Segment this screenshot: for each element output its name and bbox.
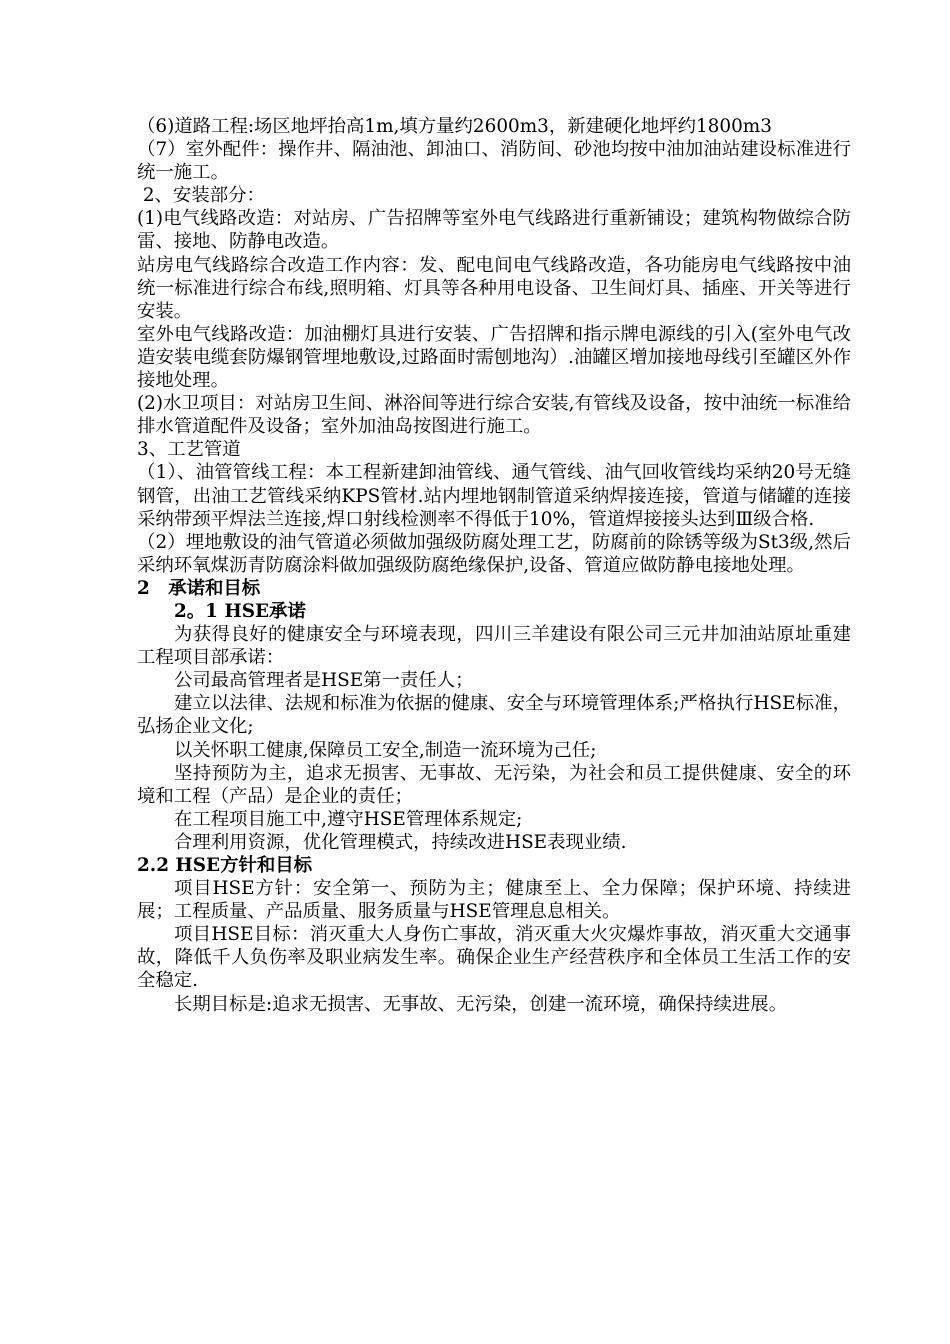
paragraph-electrical-retrofit: (1)电气线路改造：对站房、广告招牌等室外电气线路进行重新铺设；建筑构物做综合防雷、接地、防静电改造。 xyxy=(137,208,851,253)
paragraph-anticorrosion: （2）埋地敷设的油气管道必须做加强级防腐处理工艺，防腐前的除锈等级为St3级,然后采纳环氧煤沥青防腐涂料做加强级防腐绝缘保护,设备、管道应做防静电接地处理。 xyxy=(137,531,851,576)
section-2-1-heading: 2。1 HSE承诺 xyxy=(174,600,306,622)
paragraph-outdoor-fittings: （7）室外配件：操作井、隔油池、卸油口、消防间、砂池均按中油加油站建设标准进行统一施工。 xyxy=(137,139,851,184)
hse-commitment-item: 在工程项目施工中,遵守HSE管理体系规定; xyxy=(174,808,523,830)
paragraph-road-works: （6)道路工程:场区地坪抬高1m,填方量约2600m3，新建硬化地坪约1800m3 xyxy=(137,116,772,137)
hse-commitment-item: 公司最高管理者是HSE第一责任人； xyxy=(174,670,474,692)
hse-commitment-item: 以关怀职工健康,保障员工安全,制造一流环境为己任; xyxy=(174,739,597,761)
paragraph-plumbing: (2)水卫项目：对站房卫生间、淋浴间等进行综合安装,有管线及设备，按中油统一标准给排水管道配件及设备；室外加油岛按图进行施工。 xyxy=(137,393,851,438)
hse-objectives: 项目HSE目标：消灭重大人身伤亡事故，消灭重大火灾爆炸事故，消灭重大交通事故，降低千人负伤率及职业病发生率。确保企业生产经营秩序和全体员工生活工作的安全稳定. xyxy=(137,924,851,992)
section-2-heading: 2 承诺和目标 xyxy=(137,577,261,599)
hse-commitment-intro: 为获得良好的健康安全与环境表现，四川三羊建设有限公司三元井加油站原址重建工程项目部承诺： xyxy=(137,624,851,669)
section-2-2-heading: 2.2 HSE方针和目标 xyxy=(137,855,313,876)
paragraph-installation-heading: 2、安装部分： xyxy=(137,185,265,207)
hse-commitment-item: 建立以法律、法规和标准为依据的健康、安全与环境管理体系;严格执行HSE标准，弘扬企业文化; xyxy=(137,693,851,738)
paragraph-outdoor-electrical: 室外电气线路改造：加油棚灯具进行安装、广告招牌和指示牌电源线的引入(室外电气改造安装电缆套防爆钢管埋地敷设,过路面时需刨地沟）.油罐区增加接地母线引至罐区外作接地处理。 xyxy=(137,323,851,392)
paragraph-process-piping-heading: 3、工艺管道 xyxy=(137,439,241,461)
hse-commitment-item: 合理利用资源，优化管理模式，持续改进HSE表现业绩. xyxy=(174,831,627,853)
hse-commitment-item: 坚持预防为主，追求无损害、无事故、无污染，为社会和员工提供健康、安全的环境和工程（产品）是企业的责任； xyxy=(137,762,851,807)
hse-policy: 项目HSE方针：安全第一、预防为主；健康至上、全力保障；保护环境、持续进展；工程质量、产品质量、服务质量与HSE管理息息相关。 xyxy=(137,878,851,923)
paragraph-station-electrical: 站房电气线路综合改造工作内容：发、配电间电气线路改造，各功能房电气线路按中油统一标准进行综合布线,照明箱、灯具等各种用电设备、卫生间灯具、插座、开关等进行安装。 xyxy=(137,254,851,322)
paragraph-oil-pipeline: （1）、油管管线工程：本工程新建卸油管线、通气管线、油气回收管线均采纳20号无缝钢管，出油工艺管线采纳KPS管材.站内埋地钢制管道采纳焊接连接，管道与储罐的连接采纳带颈平焊法兰连接,焊口射线检测率不得低于10%，管道焊接接头达到Ⅲ级合格. xyxy=(137,462,851,530)
document-body xyxy=(137,115,851,1016)
long-term-goal: 长期目标是:追求无损害、无事故、无污染，创建一流环境，确保持续进展。 xyxy=(174,993,788,1015)
